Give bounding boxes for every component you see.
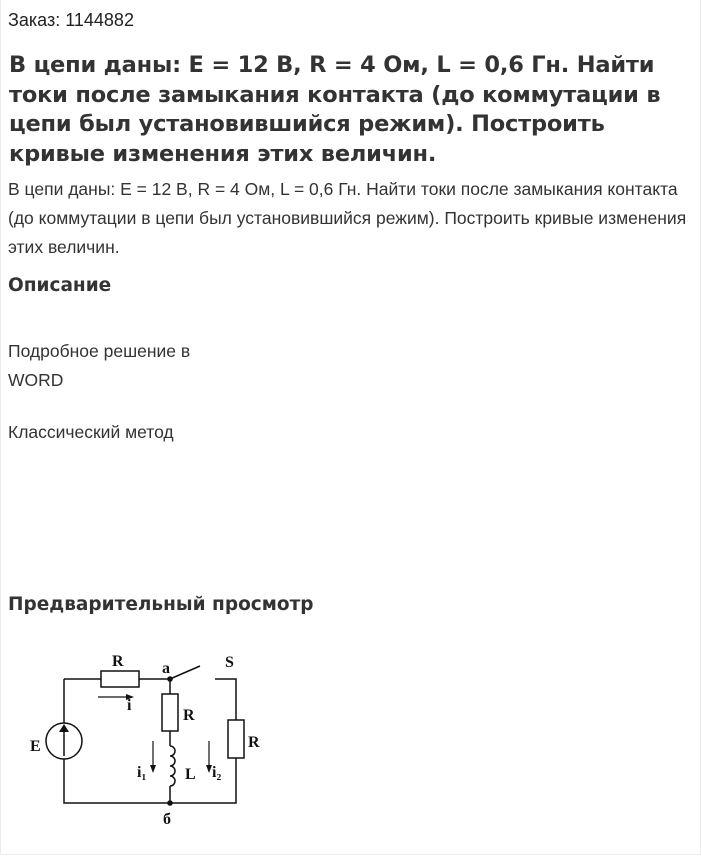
order-number: Заказ: 1144882 <box>8 10 134 30</box>
label-i: i <box>127 697 132 714</box>
circuit-diagram <box>0 640 701 856</box>
resistor-right <box>228 720 244 758</box>
label-b: б <box>163 811 171 828</box>
label-e: E <box>30 738 41 755</box>
inductor-coil <box>170 746 175 786</box>
detail-line-1: Подробное решение в <box>8 341 191 361</box>
label-r-right: R <box>248 734 260 751</box>
resistor-top <box>101 671 139 687</box>
voltage-source <box>46 723 82 759</box>
page-title: В цепи даны: E = 12 В, R = 4 Ом, L = 0,6 Гн. Найти токи после замыкания контакта (до коммутации в цепи был установившийся режим). Построить кривые изменения этих величин. <box>9 52 661 167</box>
description-heading: Описание <box>8 275 112 296</box>
resistor-middle <box>162 694 178 731</box>
label-l: L <box>185 766 196 783</box>
label-r-top: R <box>112 653 124 670</box>
current-arrows <box>98 694 212 773</box>
detail-line-2: WORD <box>8 370 64 390</box>
task-description: В цепи даны: E = 12 В, R = 4 Ом, L = 0,6 Гн. Найти токи после замыкания контакта (до коммутации в цепи был установившийся режим). Построить кривые изменения этих величин. <box>8 179 687 257</box>
circuit-wires <box>64 666 236 803</box>
label-a: a <box>162 660 170 677</box>
detail-text <box>8 337 248 395</box>
label-s: S <box>225 654 234 671</box>
node-a <box>167 676 173 682</box>
label-r-middle: R <box>183 707 195 724</box>
preview-heading: Предварительный просмотр <box>8 594 314 615</box>
node-b <box>167 800 173 806</box>
label-i1: i₁ <box>137 764 147 781</box>
method-text: Классический метод <box>8 422 174 442</box>
label-i2: i₂ <box>212 764 222 781</box>
